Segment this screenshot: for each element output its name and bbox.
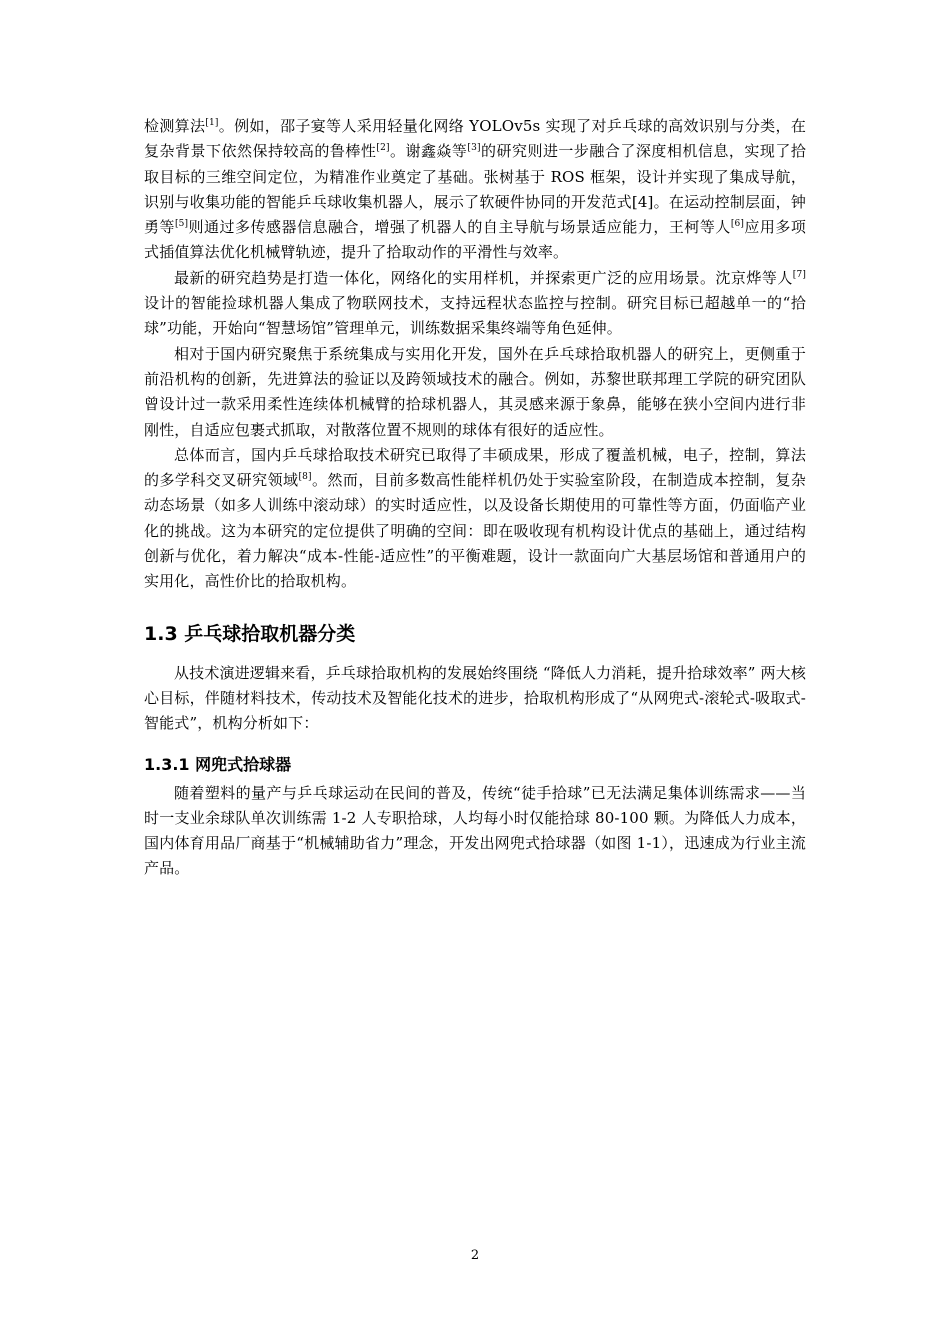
- text-segment: 。例如，邵子宴等人采用轻量化网络 YOLOv5s 实现了对乒乓球的高效识别与分类，在复杂背景下依然保持较高的鲁棒性: [144, 117, 806, 161]
- subsection-paragraph: 随着塑料的量产与乒乓球运动在民间的普及，传统“徒手拾球”已无法满足集体训练需求——当时一支业余球队单次训练需 1-2 人专职拾球，人均每小时仅能拾球 80-100 颗。为降低人力成本，国内体育用品厂商基于“机械辅助省力”理念，开发出网兜式拾球器（如图 1-1），迅速成为行业主流产品。: [144, 783, 806, 878]
- text-segment: 总体而言，国内乒乓球拾取技术研究已取得了丰硕成果，形成了覆盖机械，电子，控制，算法的多学科交叉研究领域: [144, 445, 806, 490]
- section-paragraph: 从技术演进逻辑来看，乒乓球拾取机构的发展始终围绕 “降低人力消耗，提升拾球效率” 两大核心目标，伴随材料技术，传动技术及智能化技术的进步，拾取机构形成了“从网兜式-滚轮式-吸取式-智能式”，机构分析如下：: [144, 663, 806, 733]
- citation-marker: [3]: [467, 143, 481, 154]
- text-segment: 则通过多传感器信息融合，增强了机器人的自主导航与场景适应能力，王柯等人: [188, 218, 731, 237]
- citation-marker: [1]: [205, 118, 219, 128]
- text-segment: 设计的智能捡球机器人集成了物联网技术，支持远程状态监控与控制。研究目标已超越单一的“拾球”功能，开始向“智慧场馆”管理单元，训练数据采集终端等角色延伸。: [144, 294, 806, 338]
- intro-paragraphs: [144, 114, 806, 595]
- text-segment: 的研究则进一步融合了深度相机信息，实现了拾取目标的三维空间定位，为精准作业奠定了基础。张树基于 ROS 框架，设计并实现了集成导航，识别与收集功能的智能乒乓球收集机器人，展示了软硬件协同的开发范式[4]。在运动控制层面，钟勇等: [144, 142, 806, 237]
- text-segment: 。然而，目前多数高性能样机仍处于实验室阶段，在制造成本控制，复杂动态场景（如多人训练中滚动球）的实时适应性，以及设备长期使用的可靠性等方面，仍面临产业化的挑战。这为本研究的定位提供了明确的空间：即在吸收现有机构设计优点的基础上，通过结构创新与优化，着力解决“成本-性能-适应性”的平衡难题，设计一款面向广大基层场馆和普通用户的实用化，高性价比的拾取机构。: [144, 471, 806, 591]
- body-paragraph: [144, 342, 806, 443]
- text-segment: 检测算法: [144, 117, 206, 135]
- text-segment: 。谢鑫焱等: [389, 142, 468, 161]
- text-segment: 应用多项式插值算法优化机械臂轨迹，提升了拾取动作的平滑性与效率。: [144, 218, 806, 262]
- text-segment: 相对于国内研究聚焦于系统集成与实用化开发，国外在乒乓球拾取机器人的研究上，更侧重于前沿机构的创新，先进算法的验证以及跨领域技术的融合。例如，苏黎世联邦理工学院的研究团队曾设计过一款采用柔性连续体机械臂的拾球机器人，其灵感来源于象鼻，能够在狭小空间内进行非刚性，自适应包裹式抓取，对散落位置不规则的球体有很好的适应性。: [144, 344, 806, 439]
- body-paragraph: [144, 266, 806, 342]
- document-body: [144, 114, 806, 882]
- page-number: 2: [470, 1248, 480, 1263]
- citation-marker: [5]: [175, 219, 189, 230]
- citation-marker: [2]: [376, 143, 390, 154]
- citation-marker: [7]: [792, 269, 806, 280]
- text-segment: 最新的研究趋势是打造一体化，网络化的实用样机，并探索更广泛的应用场景。沈京烨等人: [174, 268, 793, 287]
- citation-marker: [8]: [298, 472, 312, 483]
- body-paragraph: [144, 114, 806, 266]
- body-paragraph: [144, 443, 806, 595]
- subsection-heading: 1.3.1 网兜式拾球器: [144, 754, 292, 774]
- section-heading: 1.3 乒乓球拾取机器分类: [144, 622, 356, 645]
- citation-marker: [6]: [730, 219, 745, 230]
